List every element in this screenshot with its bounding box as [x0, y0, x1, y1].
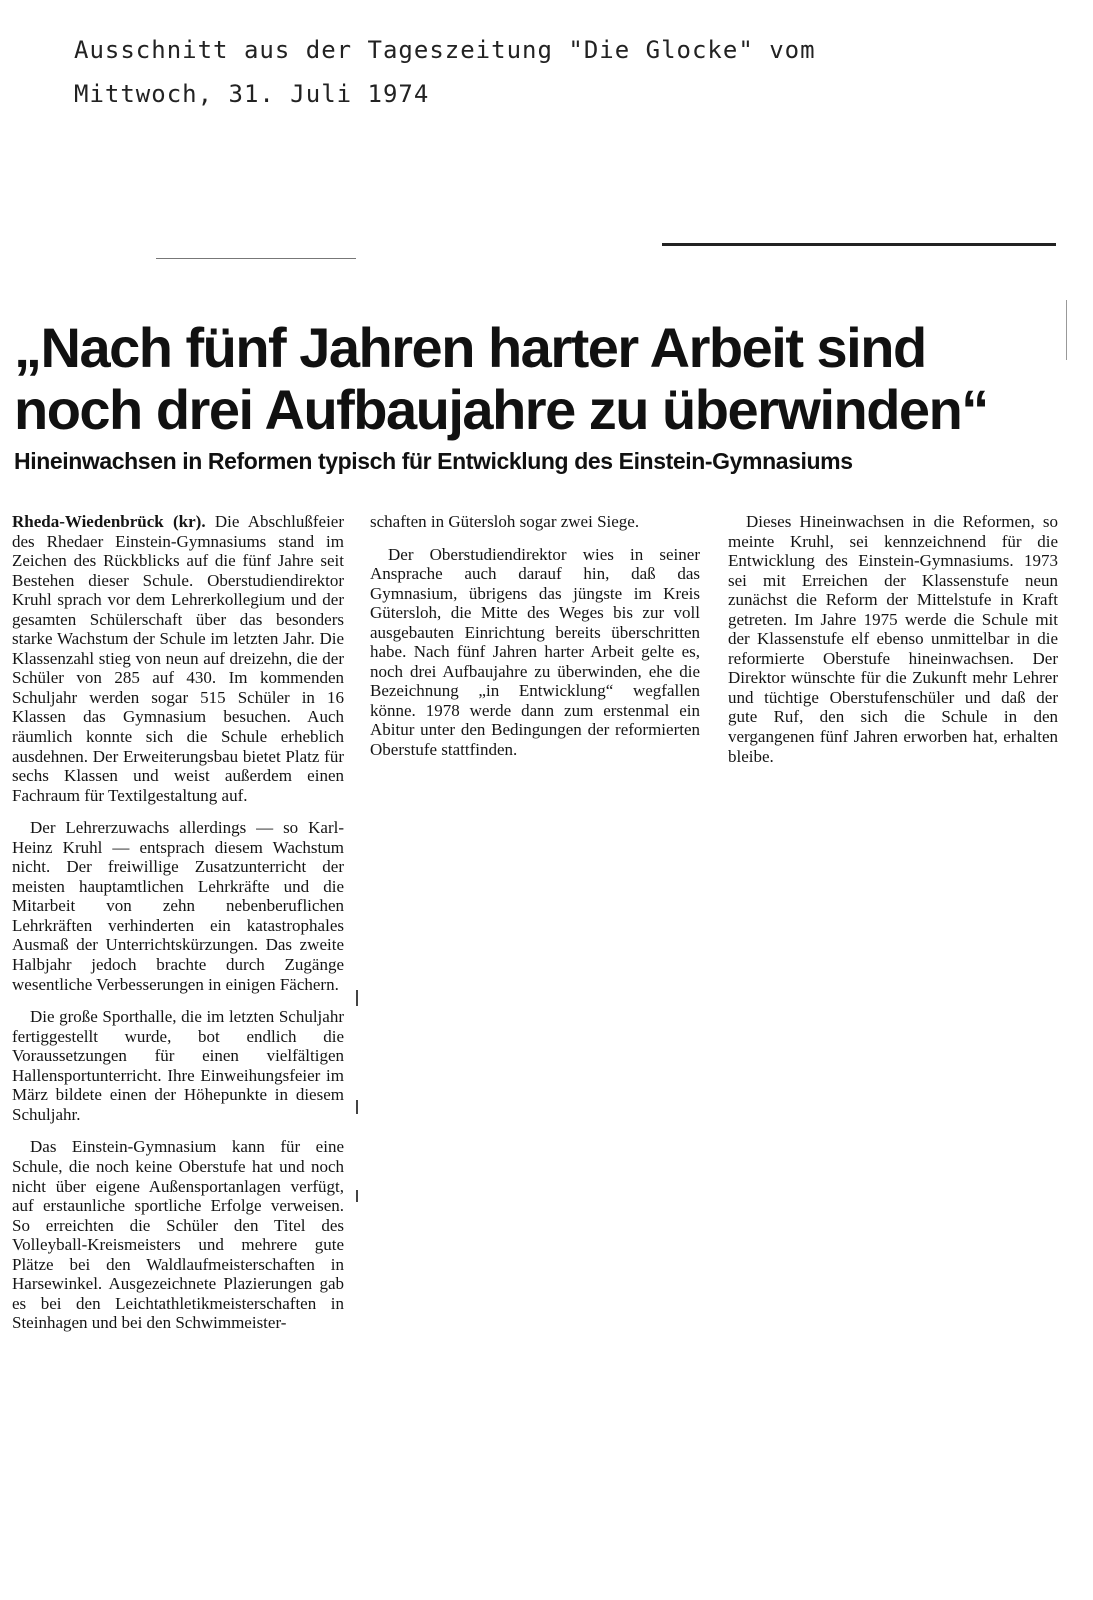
clipping-top-rule-left: [156, 258, 356, 259]
article-paragraph: [12, 512, 344, 805]
scan-edge-mark: [1066, 300, 1067, 360]
article-paragraph: Der Oberstudiendirektor wies in seiner Ansprache auch darauf hin, daß das Gymnasium, übrigens das jüngste im Kreis Gütersloh, die Mitte des Weges bis zur voll ausgebauten Einrichtung bereits überschritten habe. Nach fünf Jahren harter Arbeit gelte es, noch drei Aufbaujahre zu überwinden, ehe die Bezeichnung „in Entwicklung“ wegfallen könne. 1978 werde dann zum erstenmal ein Abitur unter den Bedingungen der reformierten Oberstufe stattfinden.: [370, 544, 700, 760]
article-dateline: Rheda-Wiedenbrück (kr).: [12, 512, 206, 531]
article-column-2: [370, 512, 700, 773]
article-paragraph: Der Lehrerzuwachs allerdings — so Karl-Heinz Kruhl — entsprach diesem Wachstum nicht. Der freiwillige Zusatzunterricht der meisten hauptamtlichen Lehrkräfte und die Mitarbeit von zehn nebenberuflichen Lehrkräften verhinderten ein katastrophales Ausmaß der Unterrichtskürzungen. Das zweite Halbjahr jedoch brachte durch Zugänge wesentliche Verbesserungen in einigen Fächern.: [12, 818, 344, 994]
column-rule-mark: [356, 1100, 358, 1114]
source-note-line-2: Mittwoch, 31. Juli 1974: [74, 80, 430, 108]
article-paragraph-continued: schaften in Gütersloh sogar zwei Siege.: [370, 512, 640, 531]
article-column-3: [728, 512, 1058, 779]
article-headline-line-1: „Nach fünf Jahren harter Arbeit sind: [14, 316, 926, 379]
article-subheadline: Hineinwachsen in Reformen typisch für Entwicklung des Einstein-Gymnasiums: [14, 448, 853, 474]
article-paragraph: Das Einstein-Gymnasium kann für eine Schule, die noch keine Oberstufe hat und noch nicht über eigene Außensportanlagen verfügt, auf erstaunliche sportliche Erfolge verweisen. So erreichten die Schüler den Titel des Volleyball-Kreismeisters und mehrere gute Plätze bei den Waldlaufmeisterschaften in Harsewinkel. Ausgezeichnete Plazierungen gab es bei den Leichtathletikmeisterschaften in Steinhagen und bei den Schwimmeister-: [12, 1137, 344, 1333]
article-column-1: [12, 512, 344, 1346]
paragraph-text: Die Abschlußfeier des Rhedaer Einstein-Gymnasiums stand im Zeichen des Rückblicks auf die fünf Jahre seit Bestehen dieser Schule. Oberstudiendirektor Kruhl sprach vor dem Lehrerkollegium und der gesamten Schülerschaft über das besonders starke Wachstum der Schule im letzten Jahr. Die Klassenzahl stieg von neun auf dreizehn, die der Schüler von 285 auf 430. Im kommenden Schuljahr werden sogar 515 Schüler in 16 Klassen das Gymnasium besuchen. Auch räumlich konnte sich die Schule erheblich ausdehnen. Der Erweiterungsbau bietet Platz für sechs Klassen und weist außerdem einen Fachraum für Textilgestaltung auf.: [12, 512, 344, 805]
article-headline-line-2: noch drei Aufbaujahre zu überwinden“: [14, 378, 988, 441]
article-paragraph: Die große Sporthalle, die im letzten Schuljahr fertiggestellt wurde, bot endlich die Voraussetzungen für einen vielfältigen Hallensportunterricht. Ihre Einweihungsfeier im März bildete einen der Höhepunkte in diesem Schuljahr.: [12, 1007, 344, 1124]
column-rule-mark: [356, 990, 358, 1006]
article-paragraph: Dieses Hineinwachsen in die Reformen, so meinte Kruhl, sei kennzeichnend für die Entwicklung des Einstein-Gymnasiums. 1973 sei mit Erreichen der Klassenstufe neun zunächst die Reform der Mittelstufe in Kraft getreten. Im Jahre 1975 werde die Schule mit der Klassenstufe elf ebenso unmittelbar in die reformierte Oberstufe hineinwachsen. Der Direktor wünschte für die Zukunft mehr Lehrer und tüchtige Oberstufenschüler und daß der gute Ruf, den sich die Schule in den vergangenen fünf Jahren erworben hat, erhalten bleibe.: [728, 512, 1058, 766]
clipping-top-rule-right: [662, 243, 1056, 246]
source-note-line-1: Ausschnitt aus der Tageszeitung "Die Glocke" vom: [74, 36, 816, 64]
column-rule-mark: [356, 1190, 358, 1202]
